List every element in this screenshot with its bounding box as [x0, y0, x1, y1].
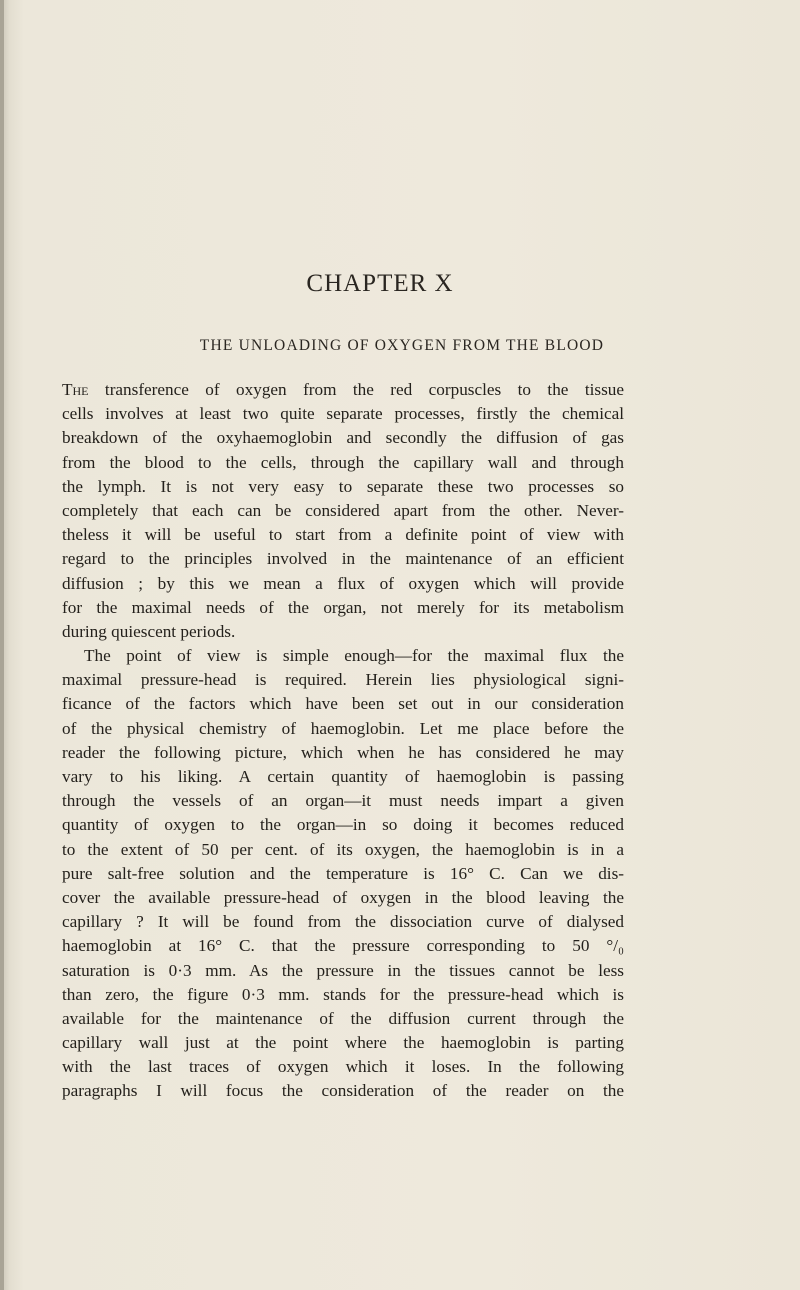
- paragraph-2-line: saturation is 0·3 mm. As the pressure in the tissues cannot be less: [62, 960, 624, 980]
- paragraph-1-line: theless it will be useful to start from a definite point of view with: [62, 525, 624, 545]
- paragraph-2-line: to the extent of 50 per cent. of its oxygen, the haemoglobin is in a: [62, 839, 624, 859]
- paragraph-2-line: maximal pressure-head is required. Herein lies physiological signi-: [62, 670, 624, 690]
- paragraph-2-line: cover the available pressure-head of oxygen in the blood leaving the: [62, 887, 624, 907]
- paragraph-2-line: quantity of oxygen to the organ—in so doing it becomes reduced: [62, 815, 624, 835]
- paragraph-1-line: The transference of oxygen from the red corpuscles to the tissue: [62, 380, 624, 399]
- paragraph-1-line: completely that each can be considered apart from the other. Never-: [62, 500, 624, 520]
- paragraph-1-line: for the maximal needs of the organ, not merely for its metabolism: [62, 597, 624, 617]
- paragraph-2-line: reader the following picture, which when he has considered he may: [62, 742, 624, 762]
- paragraph-2-line: capillary wall just at the point where the haemoglobin is parting: [62, 1033, 624, 1053]
- paragraph-1-line: breakdown of the oxyhaemoglobin and secondly the diffusion of gas: [62, 428, 624, 448]
- paragraph-2-line: pure salt-free solution and the temperature is 16° C. Can we dis-: [62, 863, 624, 883]
- paragraph-2-line: than zero, the figure 0·3 mm. stands for the pressure-head which is: [62, 984, 624, 1004]
- paragraph-1-line: diffusion ; by this we mean a flux of oxygen which will provide: [62, 573, 624, 593]
- paragraph-2-line: The point of view is simple enough—for the maximal flux the: [84, 646, 624, 666]
- page-edge: [0, 0, 4, 1290]
- paragraph-1-line: during quiescent periods.: [62, 621, 236, 641]
- paragraph-2-line: of the physical chemistry of haemoglobin. Let me place before the: [62, 718, 624, 738]
- paragraph-2-line: paragraphs I will focus the consideration of the reader on the: [62, 1081, 624, 1101]
- paragraph-1-line: the lymph. It is not very easy to separate these two processes so: [62, 476, 624, 496]
- paragraph-2-line: with the last traces of oxygen which it loses. In the following: [62, 1057, 624, 1077]
- paragraph-2-line: haemoglobin at 16° C. that the pressure corresponding to 50 °/₀: [62, 936, 624, 956]
- paragraph-2-line: vary to his liking. A certain quantity of haemoglobin is passing: [62, 767, 624, 786]
- chapter-heading: CHAPTER X: [306, 270, 454, 297]
- paragraph-2-line: capillary ? It will be found from the dissociation curve of dialysed: [62, 912, 624, 932]
- paragraph-2-line: ficance of the factors which have been set out in our consideration: [62, 694, 624, 714]
- paragraph-2-line: available for the maintenance of the diffusion current through the: [62, 1008, 624, 1028]
- paragraph-2-line: through the vessels of an organ—it must needs impart a given: [62, 791, 624, 811]
- paragraph-1-line: from the blood to the cells, through the capillary wall and through: [62, 452, 624, 472]
- section-heading: THE UNLOADING OF OXYGEN FROM THE BLOOD: [199, 337, 605, 354]
- lead-word: The: [62, 380, 89, 399]
- body-text: [62, 378, 624, 1104]
- paragraph-1-line: regard to the principles involved in the maintenance of an efficient: [62, 549, 624, 569]
- paragraph-1-line: cells involves at least two quite separate processes, firstly the chemical: [62, 404, 624, 424]
